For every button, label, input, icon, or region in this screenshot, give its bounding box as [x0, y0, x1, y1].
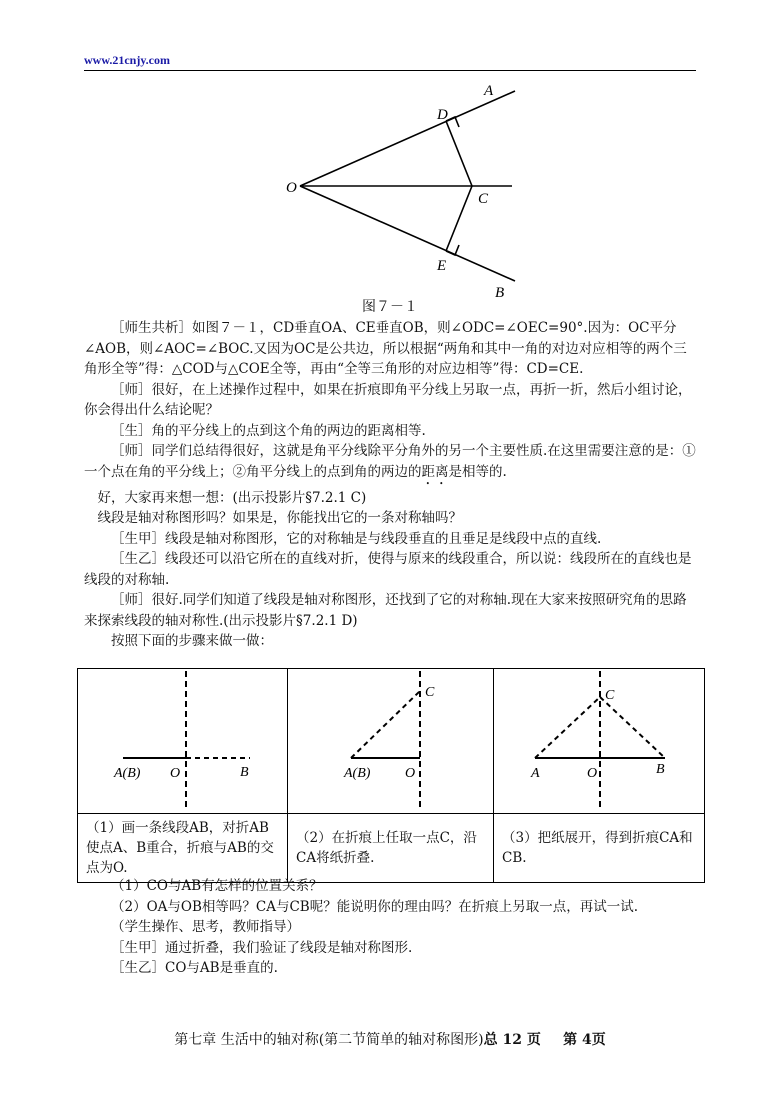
- step1-label-ab: A(B): [114, 766, 141, 781]
- footer-chapter: 第七章 生活中的轴对称(第二节简单的轴对称图形): [174, 1032, 484, 1048]
- step2-label-ab: A(B): [344, 766, 371, 781]
- paragraph-teacher-2: ［师］同学们总结得很好，这就是角平分线除平分角外的另一个主要性质.在这里需要注意的是：①一个点在角的平分线上；②角平分线上的点到角的两边的距离是相等的.: [84, 443, 696, 480]
- step3-figure-cell: [494, 669, 705, 814]
- paragraph-teacher-1: ［师］很好，在上述操作过程中，如果在折痕即角平分线上另取一点，再折一折，然后小组讨论，你会得出什么结论呢？: [84, 381, 692, 418]
- teaching-note: （学生操作、思考，教师指导）: [111, 919, 300, 935]
- step2-label-c: C: [425, 685, 435, 700]
- step1-label-b: B: [240, 765, 249, 780]
- paragraph-student-a: ［生甲］线段是轴对称图形，它的对称轴是与线段垂直的且垂足是线段中点的直线.: [111, 530, 602, 547]
- step3-label-c: C: [605, 688, 615, 703]
- footer-total: 总 12 页: [483, 1032, 541, 1048]
- student-a-answer: ［生甲］通过折叠，我们验证了线段是轴对称图形.: [111, 939, 413, 956]
- body-text-1: [84, 318, 696, 652]
- paragraph-instruction: 按照下面的步骤来做一做：: [111, 633, 273, 649]
- step1-label-o: O: [170, 766, 181, 781]
- label-c: C: [478, 191, 489, 207]
- figure-caption: 图７－１: [362, 299, 418, 315]
- paragraph-student-b: ［生乙］线段还可以沿它所在的直线对折，使得与原来的线段重合，所以说：线段所在的直线也是线段的对称轴.: [84, 551, 692, 588]
- ray-oa: [300, 91, 515, 186]
- page-footer: [0, 1029, 780, 1049]
- question-1: （1）CO与AB有怎样的位置关系？: [111, 878, 323, 894]
- step1-figure: [78, 669, 288, 809]
- step1-description: （1）画一条线段AB，对折AB使点A、B重合，折痕与AB的交点为O.: [78, 814, 288, 883]
- student-b-answer: ［生乙］CO与AB是垂直的.: [111, 960, 278, 976]
- label-e: E: [437, 258, 447, 274]
- step3-figure: [494, 669, 705, 809]
- figure-angle-bisector: [280, 78, 530, 298]
- paragraph-question: 线段是轴对称图形吗？如果是，你能找出它的一条对称轴吗？: [97, 510, 462, 526]
- paragraph-teacher-3: ［师］很好.同学们知道了线段是轴对称图形，还找到了它的对称轴.现在大家来按照研究角的思路来探索线段的轴对称性.(出示投影片§7.2.1 D): [84, 592, 687, 629]
- step1-figure-cell: [78, 669, 288, 814]
- segment-cd: [446, 121, 472, 186]
- paragraph-analysis: ［师生共析］如图７－１，CD垂直OA、CE垂直OB，则∠ODC=∠OEC=90°.因为：OC平分∠AOB，则∠AOC=∠BOC.又因为OC是公共边，所以根据“两角和其中一角的对边对应相等的两个三角形全等”得：△COD与△COE全等，再由“全等三角形的对应边相等”得：CD=CE.: [84, 320, 687, 377]
- step3-label-a: A: [531, 766, 540, 781]
- step2-label-o: O: [405, 766, 416, 781]
- step3-label-o: O: [587, 766, 598, 781]
- label-b: B: [495, 285, 505, 298]
- header-url: www.21cnjy.com: [84, 53, 170, 67]
- paragraph-student-1: ［生］角的平分线上的点到这个角的两边的距离相等.: [111, 422, 426, 439]
- step3-label-b: B: [656, 762, 665, 777]
- segment-ce: [446, 186, 472, 251]
- steps-table: [77, 668, 705, 883]
- header-rule: [84, 70, 696, 71]
- emphasis-text: 距离: [421, 463, 449, 480]
- paragraph-think: 好，大家再来想一想：(出示投影片§7.2.1 C): [97, 489, 367, 506]
- body-text-2: [84, 876, 696, 979]
- step3-description: （3）把纸展开，得到折痕CA和CB.: [494, 814, 705, 883]
- step2-figure: [288, 669, 494, 809]
- step2-description: （2）在折痕上任取一点C，沿CA将纸折叠.: [288, 814, 494, 883]
- label-o: O: [286, 180, 297, 196]
- step2-figure-cell: [288, 669, 494, 814]
- label-d: D: [437, 107, 448, 123]
- label-a: A: [484, 83, 494, 99]
- footer-page: 第 4页: [563, 1032, 606, 1048]
- question-2: （2）OA与OB相等吗？CA与CB呢？能说明你的理由吗？在折痕上另取一点，再试一试.: [111, 898, 639, 915]
